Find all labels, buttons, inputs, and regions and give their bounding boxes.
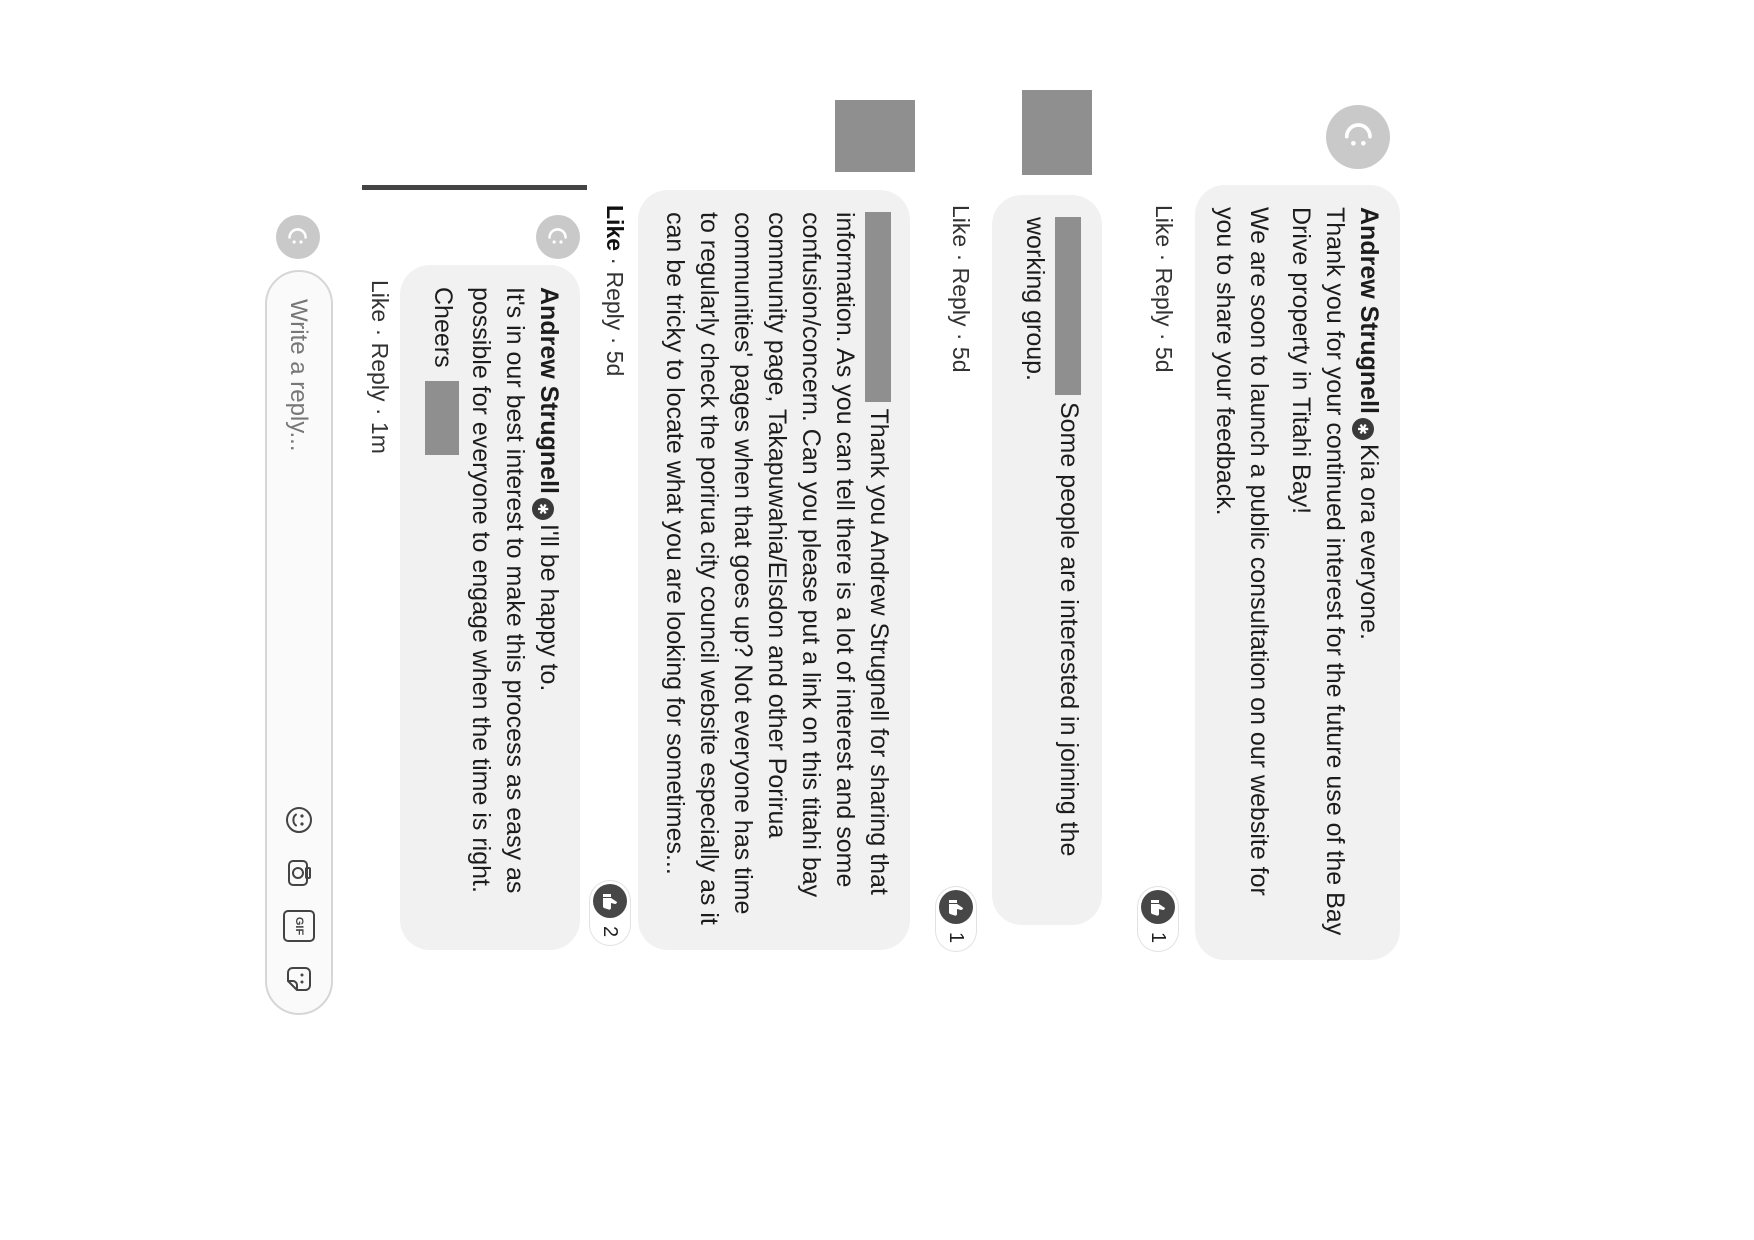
reply-actions: Like · Reply · 1m	[367, 280, 393, 454]
comment-thread	[293, 75, 1440, 975]
comment-actions: Like · Reply · 5d	[602, 205, 628, 377]
comment-bubble	[992, 195, 1102, 925]
comment-text	[1352, 207, 1386, 938]
redacted-name	[1055, 217, 1081, 395]
comment-text: Some people are interested in joining the working group.	[1021, 217, 1083, 857]
sticker-icon[interactable]	[283, 963, 315, 995]
comment-actions: Like · Reply · 5d	[1151, 205, 1177, 373]
reply-line: I'll be happy to.	[535, 523, 563, 692]
redacted-name	[425, 381, 459, 455]
comment-author[interactable]: Andrew Strugnell	[1355, 207, 1383, 414]
comment-bubble	[1195, 185, 1400, 960]
comment-greeting: Kia ora everyone.	[1355, 443, 1383, 640]
reply-button[interactable]: Reply	[948, 267, 974, 327]
star-badge-icon: ✱	[1352, 418, 1374, 440]
avatar[interactable]	[536, 215, 580, 259]
comment-time: 5d	[1151, 346, 1177, 373]
thumbs-up-icon	[939, 890, 973, 924]
reply-button[interactable]: Reply	[367, 342, 393, 402]
thumbs-up-icon	[1141, 890, 1175, 924]
like-button[interactable]: Like	[1151, 205, 1177, 248]
like-button[interactable]: Like	[602, 205, 628, 252]
reply-signoff: Cheers	[425, 287, 460, 928]
redacted-avatar	[1022, 90, 1092, 175]
reaction-number: 1	[1147, 932, 1170, 944]
avatar-face-icon	[287, 226, 310, 249]
comment-text: Thank you Andrew Strugnell for sharing that information. As you can tell there is a lot of interest and some confusion/concern. Can you please put a link on this titahi bay community page, Takapuwahia/Elsdon and other Porirua communities' pages when that goes up? Not everyone has time to regularly check the porirua city council website especially as it can be tricky to locate what you are looking for sometimes...	[661, 212, 893, 925]
gif-icon[interactable]	[283, 910, 315, 942]
avatar-face-icon	[1341, 120, 1374, 153]
comment-paragraph: We are soon to launch a public consultation on our website for you to share your feedback.	[1211, 207, 1273, 896]
comment-time: 5d	[602, 350, 628, 377]
reply-button[interactable]: Reply	[602, 271, 628, 331]
emoji-icon[interactable]	[283, 804, 315, 836]
reaction-count[interactable]	[1138, 887, 1178, 951]
comment-time: 5d	[948, 346, 974, 373]
reply-button[interactable]: Reply	[1151, 267, 1177, 327]
reply-time: 1m	[367, 421, 393, 454]
reaction-count[interactable]	[936, 887, 976, 951]
comment-actions: Like · Reply · 5d	[948, 205, 974, 373]
reaction-number: 1	[945, 932, 968, 944]
reply-author[interactable]: Andrew Strugnell	[535, 287, 563, 494]
comment-bubble	[638, 190, 910, 950]
avatar[interactable]	[1326, 105, 1390, 169]
reply-line: It's in our best interest to make this process as easy as possible for everyone to engage when the time is right.	[467, 287, 529, 894]
redacted-avatar	[835, 100, 915, 172]
redacted-name	[865, 212, 891, 402]
star-badge-icon: ✱	[532, 498, 554, 520]
reply-text	[532, 287, 566, 928]
camera-icon[interactable]	[283, 857, 315, 889]
like-button[interactable]: Like	[367, 280, 393, 323]
thumbs-up-icon	[593, 884, 627, 918]
reaction-number: 2	[599, 926, 622, 938]
gif-label: GIF	[293, 916, 305, 936]
reply-input[interactable]	[279, 297, 317, 741]
reply-composer[interactable]	[265, 270, 333, 1015]
avatar[interactable]	[276, 215, 320, 259]
reply-bubble	[400, 265, 580, 950]
avatar-face-icon	[547, 226, 570, 249]
reaction-count[interactable]	[590, 881, 630, 945]
comment-paragraph: Thank you for your continued interest for the future use of the Bay Drive property in Titahi Bay!	[1287, 207, 1349, 936]
thread-line	[362, 185, 587, 190]
like-button[interactable]: Like	[948, 205, 974, 248]
